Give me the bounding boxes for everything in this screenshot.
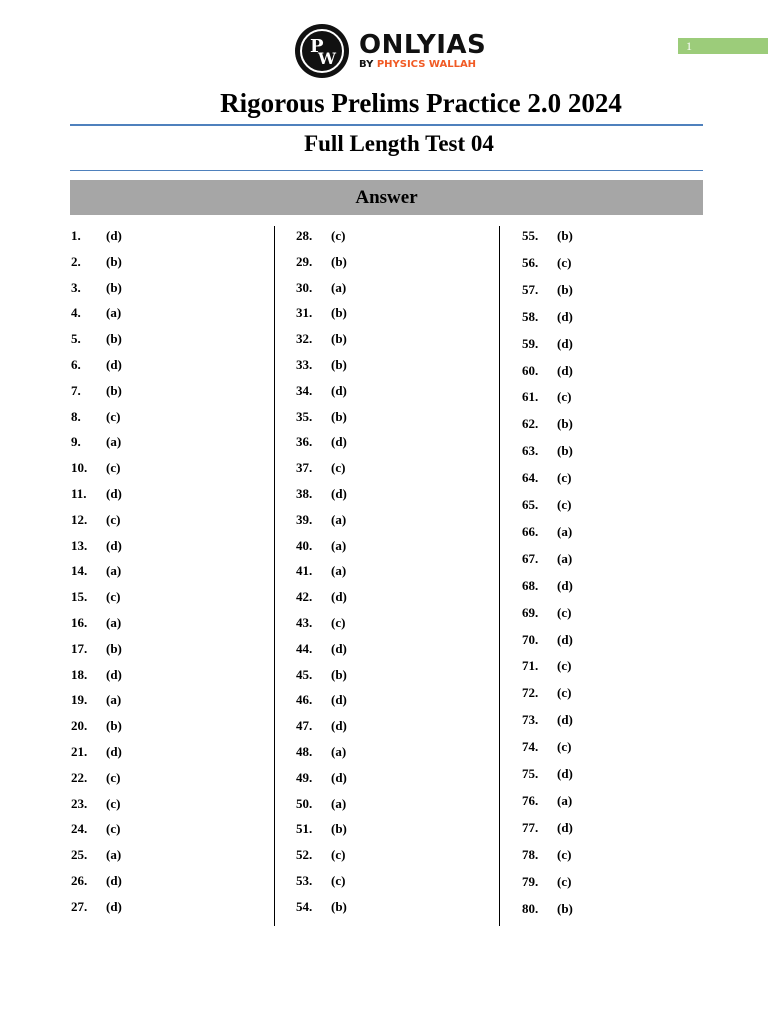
question-number: 51. [296,821,313,837]
answer-option: (a) [557,792,573,808]
answer-row [296,280,346,296]
question-number: 16. [71,615,88,630]
answer-option: (c) [557,604,572,620]
question-number: 34. [296,382,313,398]
question-number: 63. [522,443,539,459]
question-number: 74. [522,739,539,755]
column-divider [274,226,275,926]
answer-option: (d) [557,308,573,324]
answer-row [522,739,571,755]
question-number: 75. [522,766,539,781]
question-number: 71. [522,658,539,674]
question-number: 60. [522,362,539,378]
answer-option: (a) [557,550,573,566]
answer-option: (b) [106,279,122,295]
answer-option: (d) [557,712,573,728]
answer-option: (b) [331,821,347,837]
answer-row [71,615,121,631]
svg-text:P: P [310,36,324,57]
question-number: 25. [71,847,88,863]
answer-option: (c) [557,739,572,755]
answer-heading: Answer [70,180,703,215]
answer-option: (a) [331,795,347,811]
question-number: 15. [71,589,88,605]
logo [295,24,486,78]
column-divider [499,226,500,926]
question-number: 59. [522,335,539,351]
answer-option: (c) [106,795,121,811]
question-number: 19. [71,692,88,708]
question-number: 45. [296,666,313,682]
answer-row [296,615,345,631]
question-number: 32. [296,331,313,347]
question-number: 52. [296,847,313,863]
answer-option: (c) [557,846,572,862]
question-number: 41. [296,563,313,579]
brand-name: ONLYIAS [359,30,487,60]
answer-row [296,899,347,915]
question-number: 53. [296,873,313,888]
answer-option: (c) [557,658,572,674]
question-number: 57. [522,281,539,297]
question-number: 62. [522,416,539,432]
question-number: 64. [522,470,539,486]
question-number: 5. [71,331,81,347]
question-number: 6. [71,357,81,372]
answer-option: (d) [557,577,573,593]
answer-option: (b) [106,382,122,398]
answer-option: (b) [331,331,347,347]
answer-row [296,744,346,760]
question-number: 9. [71,434,81,450]
question-number: 37. [296,460,313,476]
question-number: 48. [296,744,313,759]
answer-row [522,658,571,674]
question-number: 21. [71,744,88,759]
answer-option: (d) [106,873,122,888]
title-divider [70,124,703,126]
answer-row [296,718,347,734]
answer-option: (d) [331,589,347,605]
answer-option: (a) [106,563,122,579]
answer-row [296,873,345,889]
answer-option: (b) [557,443,573,459]
question-number: 66. [522,523,539,539]
answer-option: (c) [557,685,572,701]
answer-row [522,524,572,540]
answer-option: (d) [106,228,122,243]
question-number: 30. [296,279,313,295]
question-number: 76. [522,792,539,808]
answer-row [522,712,573,728]
page-number-badge: 1 [678,38,768,54]
answer-row [522,901,573,917]
answer-row [522,443,573,459]
answer-option: (b) [106,253,122,269]
svg-text:W: W [318,49,336,68]
answer-row [71,512,120,528]
answer-option: (b) [557,416,573,432]
answer-option: (d) [106,666,122,682]
question-number: 35. [296,408,313,424]
answer-option: (a) [106,305,122,321]
question-number: 79. [522,873,539,889]
answer-option: (d) [557,362,573,378]
question-number: 50. [296,795,313,811]
answer-row [522,389,571,405]
answer-option: (c) [106,408,121,424]
answer-option: (d) [331,434,347,450]
answer-row [522,820,573,836]
answer-row [522,551,572,567]
answer-row [296,770,347,786]
answer-option: (b) [557,228,573,243]
answer-row [71,331,122,347]
answer-option: (c) [557,470,572,486]
question-number: 44. [296,640,313,656]
question-number: 70. [522,631,539,647]
answer-row [71,847,121,863]
answer-row [71,899,122,915]
answer-row [71,357,122,373]
answer-row [522,336,573,352]
answer-option: (d) [557,631,573,647]
question-number: 77. [522,819,539,835]
answer-option: (a) [331,279,347,295]
question-number: 12. [71,511,88,527]
question-number: 61. [522,389,539,405]
answer-row [71,563,121,579]
answer-option: (c) [331,873,346,888]
question-number: 69. [522,604,539,620]
answer-option: (c) [557,389,572,405]
answer-option: (b) [106,640,122,656]
brand-tagline: BY PHYSICS WALLAH [359,59,477,70]
answer-row [522,255,571,271]
question-number: 47. [296,718,313,734]
answer-option: (c) [106,589,121,605]
test-subtitle: Full Length Test 04 [304,131,494,156]
answer-row [296,383,347,399]
answer-row [296,254,347,270]
answer-option: (c) [557,497,572,512]
answer-row [522,874,571,890]
answer-option: (d) [331,382,347,398]
question-number: 28. [296,228,313,243]
answer-option: (c) [106,511,121,527]
answer-row [296,305,347,321]
answer-row [71,409,120,425]
answer-option: (c) [331,228,346,243]
answer-option: (d) [106,537,122,553]
answer-option: (b) [106,331,122,347]
answer-row [71,667,122,683]
question-number: 27. [71,898,88,914]
answer-row [522,766,573,782]
answer-row [296,641,347,657]
question-number: 65. [522,497,539,512]
answer-row [71,228,122,244]
question-number: 4. [71,305,81,321]
answer-row [522,470,571,486]
subtitle-divider [70,170,703,171]
question-number: 73. [522,712,539,728]
answer-option: (d) [331,640,347,656]
answer-option: (b) [331,666,347,682]
answer-option: (d) [106,744,122,759]
question-number: 23. [71,795,88,811]
pw-logo-icon [295,24,349,78]
answer-row [71,305,121,321]
answer-option: (d) [106,486,122,501]
answer-row [522,282,573,298]
answer-row [71,460,120,476]
question-number: 39. [296,511,313,527]
answer-row [296,538,346,554]
answer-option: (a) [106,615,122,630]
answer-row [296,357,347,373]
answer-option: (d) [557,335,573,351]
answer-row [296,331,347,347]
question-number: 43. [296,615,313,630]
answer-row [296,486,347,502]
answer-row [71,744,122,760]
answer-row [71,434,121,450]
answer-option: (a) [106,434,122,450]
answer-option: (c) [106,460,121,476]
answer-option: (b) [331,305,347,321]
answer-row [296,434,347,450]
answer-option: (c) [557,254,572,270]
question-number: 31. [296,305,313,321]
answer-option: (a) [331,744,347,759]
answer-row [522,228,573,244]
answer-option: (a) [106,847,122,863]
answer-row [296,796,346,812]
answer-row [522,363,573,379]
answer-row [522,632,573,648]
answer-row [71,821,120,837]
question-number: 36. [296,434,313,450]
answer-option: (b) [331,357,347,372]
answer-option: (d) [106,357,122,372]
answer-row [522,685,571,701]
question-number: 80. [522,900,539,916]
answer-option: (b) [106,718,122,734]
answer-row [296,692,347,708]
question-number: 33. [296,357,313,372]
answer-option: (a) [331,537,347,553]
question-number: 2. [71,253,81,269]
question-number: 24. [71,821,88,837]
question-number: 26. [71,873,88,888]
question-number: 11. [71,486,87,501]
question-number: 38. [296,486,313,501]
question-number: 17. [71,640,88,656]
answer-option: (b) [331,408,347,424]
question-number: 40. [296,537,313,553]
answer-option: (d) [331,718,347,734]
answer-row [296,667,347,683]
question-number: 13. [71,537,88,553]
answer-option: (c) [106,769,121,785]
answer-option: (b) [557,281,573,297]
answer-row [71,383,122,399]
answer-row [296,589,347,605]
answer-option: (b) [331,253,347,269]
question-number: 20. [71,718,88,734]
answer-row [71,718,122,734]
question-number: 54. [296,898,313,914]
question-number: 18. [71,666,88,682]
answer-row [71,486,122,502]
question-number: 68. [522,577,539,593]
answer-row [296,228,345,244]
answer-row [71,589,120,605]
question-number: 42. [296,589,313,605]
answer-option: (d) [557,766,573,781]
answer-option: (c) [331,847,346,863]
answer-option: (a) [106,692,122,708]
answer-row [296,563,346,579]
answer-row [522,309,573,325]
answer-row [71,280,122,296]
answer-row [71,538,122,554]
answer-option: (c) [331,615,346,630]
question-number: 46. [296,692,313,708]
answer-option: (a) [331,511,347,527]
answer-option: (d) [331,486,347,501]
question-number: 3. [71,279,81,295]
question-number: 55. [522,228,539,243]
answer-row [522,847,571,863]
question-number: 7. [71,382,81,398]
answer-row [71,873,122,889]
answer-option: (b) [331,898,347,914]
answer-row [296,512,346,528]
answer-row [296,821,347,837]
answer-option: (d) [557,819,573,835]
answer-row [71,254,122,270]
answer-row [522,416,573,432]
question-number: 1. [71,228,81,243]
answer-option: (a) [557,523,573,539]
answer-option: (a) [331,563,347,579]
answer-row [296,409,347,425]
answer-row [71,692,121,708]
answer-option: (d) [331,692,347,708]
question-number: 72. [522,685,539,701]
question-number: 22. [71,769,88,785]
question-number: 14. [71,563,88,579]
answer-row [71,796,120,812]
question-number: 78. [522,846,539,862]
question-number: 67. [522,550,539,566]
answer-row [522,605,571,621]
answer-row [522,793,572,809]
answer-row [296,847,345,863]
question-number: 56. [522,254,539,270]
answer-option: (d) [331,769,347,785]
answer-row [522,497,571,513]
question-number: 10. [71,460,88,476]
answer-option: (c) [557,873,572,889]
answer-option: (b) [557,900,573,916]
question-number: 29. [296,253,313,269]
question-number: 58. [522,308,539,324]
answer-row [71,641,122,657]
question-number: 8. [71,408,81,424]
answer-row [522,578,573,594]
answer-option: (d) [106,898,122,914]
answer-option: (c) [331,460,346,476]
question-number: 49. [296,769,313,785]
page-title: Rigorous Prelims Practice 2.0 2024 [220,88,622,118]
answer-option: (c) [106,821,121,837]
answer-row [296,460,345,476]
answer-row [71,770,120,786]
